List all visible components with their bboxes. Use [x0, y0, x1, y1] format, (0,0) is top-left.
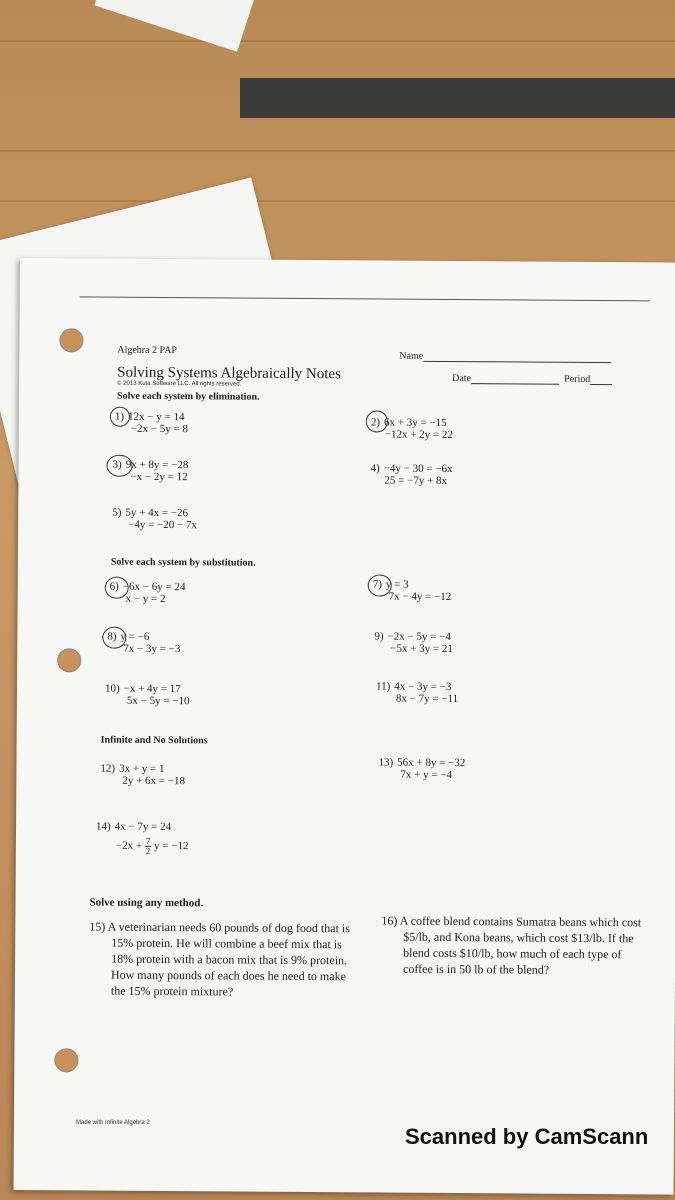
name-field[interactable]	[399, 351, 611, 363]
course-label: Algebra 2 PAP	[117, 344, 178, 357]
punch-hole-top	[59, 328, 83, 352]
page-title: Solving Systems Algebraically Notes	[117, 364, 341, 383]
top-rule	[80, 296, 650, 301]
problem-2: 2) 6x + 3y = −15 −12x + 2y = 22	[370, 416, 453, 442]
problem-6: 6) −6x − 6y = 24 x − y = 2	[109, 580, 186, 606]
problem-9: 9) −2x − 5y = −4 −5x + 3y = 21	[374, 630, 453, 656]
problem-7: 7) y = 3 7x − 4y = −12	[372, 578, 452, 604]
desk-gap	[240, 78, 675, 118]
word-problem-16: 16) A coffee blend contains Sumatra beans which cost $5/lb, and Kona beans, which cost $13/lb. If the blend costs $10/lb, how much of each type of coffee is in 50 lb of the blend?	[381, 913, 642, 977]
problem-5: 5) 5y + 4x = −26 −4y = −20 − 7x	[112, 506, 198, 532]
camscanner-watermark: Scanned by CamScann	[405, 1124, 649, 1149]
problem-4: 4) −4y − 30 = −6x 25 = −7y + 8x	[370, 462, 453, 487]
problem-1: 1) 12x − y = 14 −2x − 5y = 8	[114, 410, 188, 436]
problem-12: 12) 3x + y = 1 2y + 6x = −18	[100, 762, 186, 788]
section-infinite: Infinite and No Solutions	[100, 734, 208, 747]
copyright: © 2013 Kuta Software LLC. All rights reserved.	[117, 380, 242, 388]
problem-8: 8) y = −6 7x − 3y = −3	[107, 630, 181, 656]
problem-11: 11) 4x − 3y = −3 8x − 7y = −11	[375, 680, 459, 706]
problem-14: 14) 4x − 7y = 24 −2x + $\frac{7}{2}$ y = −12	[95, 820, 189, 856]
software-footer: Made with Infinite Algebra 2	[76, 1120, 150, 1126]
section-elimination: Solve each system by elimination.	[116, 390, 260, 403]
problem-10: 10) −x + 4y = 17 5x − 5y = −10	[104, 682, 190, 708]
date-label: Date	[452, 373, 472, 385]
word-problem-15: 15) A veterinarian needs 60 pounds of dog food that is 15% protein. He will combine a beef mix that is 18% protein with a bacon mix that is 9% protein. How many pounds of each does he need to make the 15% protein mixture?	[89, 919, 351, 999]
paper-scrap	[94, 0, 255, 52]
punch-hole-bottom	[54, 1048, 78, 1072]
worksheet-page	[13, 258, 675, 1195]
problem-13: 13) 56x + 8y = −32 7x + y = −4	[378, 756, 466, 782]
problem-3: 3) 9x + 8y = −28 −x − 2y = 12	[112, 458, 189, 484]
period-label: Period	[564, 373, 591, 385]
section-substitution: Solve each system by substitution.	[110, 556, 256, 569]
name-label: Name	[399, 350, 424, 362]
punch-hole-middle	[57, 648, 81, 672]
date-field[interactable]	[452, 373, 559, 385]
section-any-method: Solve using any method.	[89, 896, 204, 910]
fraction-seven-halves: $\frac{7}{2}$	[145, 835, 151, 856]
period-field[interactable]	[564, 374, 612, 385]
